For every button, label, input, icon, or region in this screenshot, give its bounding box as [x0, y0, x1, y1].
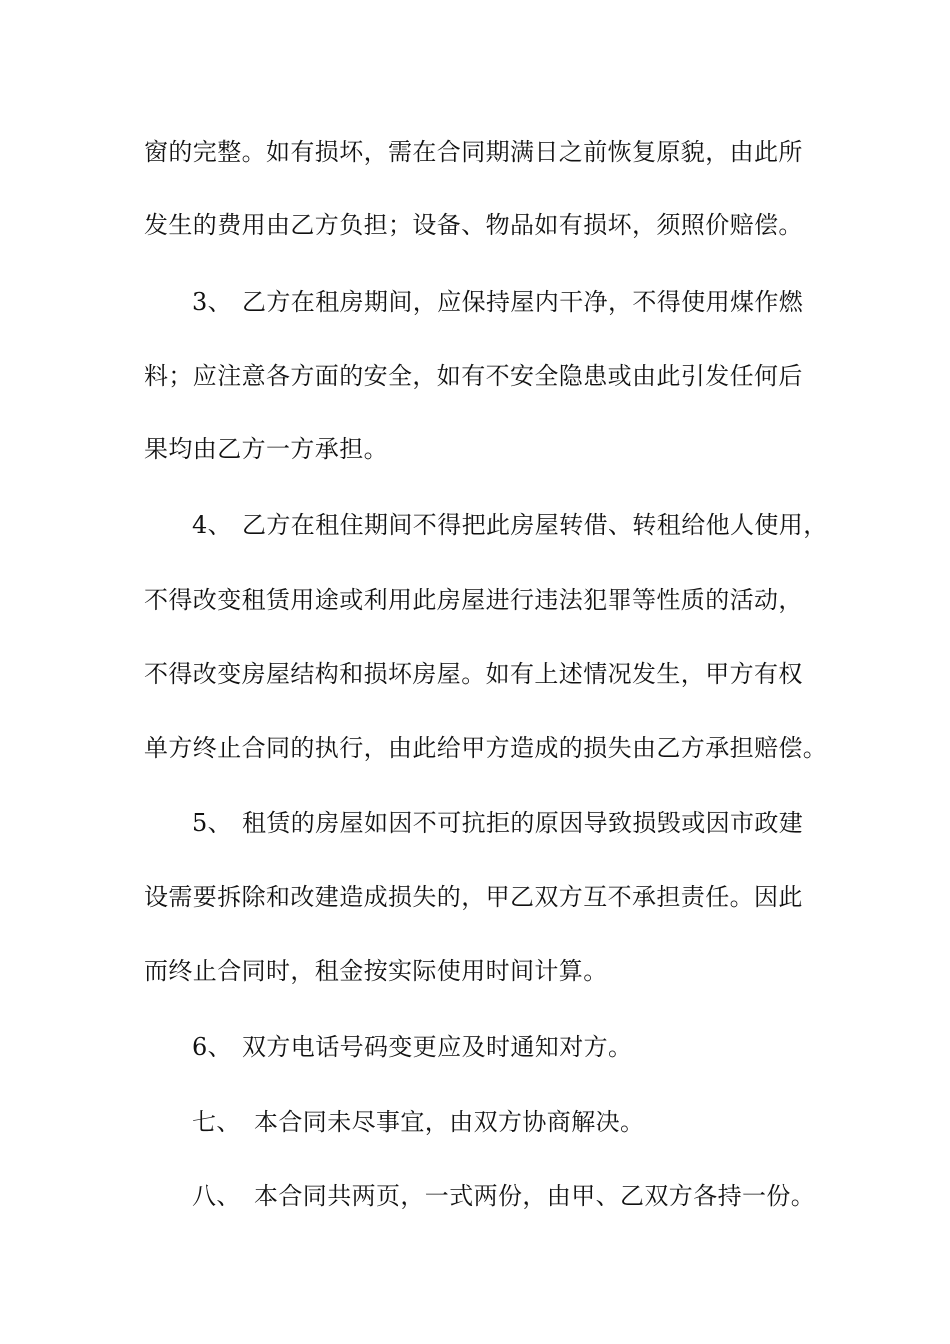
clause-7 — [192, 1107, 644, 1137]
clause-3 — [192, 287, 803, 317]
clause-number: 4、 — [192, 511, 233, 539]
clause-text: 本合同共两页，一式两份，由甲、乙双方各持一份。 — [254, 1182, 816, 1210]
paragraph-line: 不得改变租赁用途或利用此房屋进行违法犯罪等性质的活动， — [144, 586, 803, 614]
paragraph-line: 而终止合同时，租金按实际使用时间计算。 — [144, 957, 608, 985]
clause-text: 乙方在租住期间不得把此房屋转借、转租给他人使用， — [242, 511, 828, 539]
paragraph-line: 单方终止合同的执行，由此给甲方造成的损失由乙方承担赔偿。 — [144, 734, 828, 762]
clause-text: 本合同未尽事宜，由双方协商解决。 — [254, 1108, 645, 1136]
paragraph-line: 发生的费用由乙方负担；设备、物品如有损坏，须照价赔偿。 — [144, 211, 803, 239]
clause-8 — [192, 1181, 815, 1211]
paragraph-line: 不得改变房屋结构和损坏房屋。如有上述情况发生，甲方有权 — [144, 660, 803, 688]
paragraph-line: 窗的完整。如有损坏，需在合同期满日之前恢复原貌，由此所 — [144, 138, 803, 166]
paragraph-line: 果均由乙方一方承担。 — [144, 435, 388, 463]
clause-text: 租赁的房屋如因不可抗拒的原因导致损毁或因市政建 — [242, 809, 804, 837]
clause-number: 七、 — [192, 1108, 241, 1136]
clause-6 — [192, 1032, 632, 1062]
clause-5 — [192, 808, 803, 838]
clause-text: 双方电话号码变更应及时通知对方。 — [242, 1033, 633, 1061]
clause-number: 八、 — [192, 1182, 241, 1210]
clause-4 — [192, 510, 828, 540]
paragraph-line: 设需要拆除和改建造成损失的，甲乙双方互不承担责任。因此 — [144, 883, 803, 911]
clause-number: 6、 — [192, 1033, 233, 1061]
clause-text: 乙方在租房期间，应保持屋内干净，不得使用煤作燃 — [242, 288, 804, 316]
clause-number: 5、 — [192, 809, 233, 837]
paragraph-line: 料；应注意各方面的安全，如有不安全隐患或由此引发任何后 — [144, 362, 803, 390]
clause-number: 3、 — [192, 288, 233, 316]
